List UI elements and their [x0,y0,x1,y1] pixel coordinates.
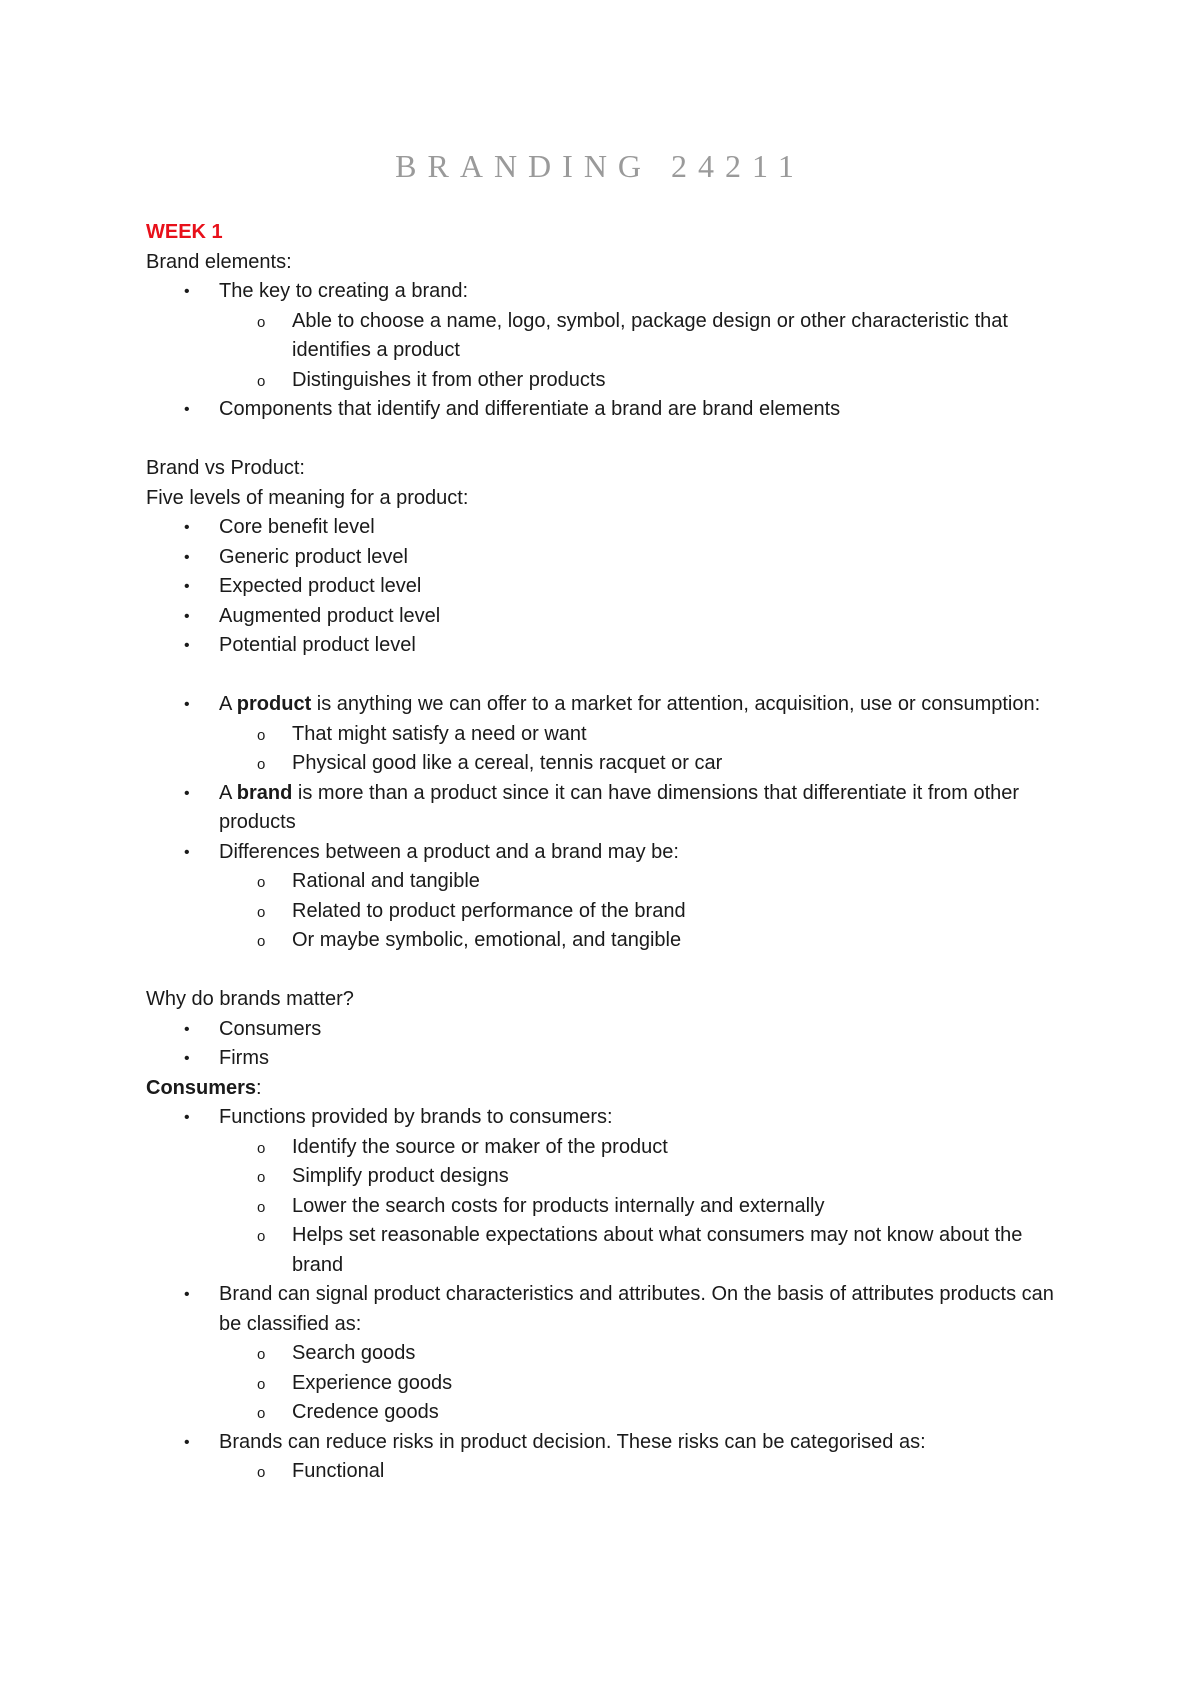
sub-bullet-icon: o [257,1228,266,1245]
sub-list-item-text: Credence goods [292,1401,439,1423]
sub-list-item-text: Distinguishes it from other products [292,368,606,391]
brand-vs-product-heading: Brand vs Product: [146,457,305,479]
list-item-text: Components that identify and differentiate a brand are brand elements [219,398,841,420]
why-brands-list [146,1015,1066,1074]
bullet-icon: • [184,1050,190,1067]
bullet-icon: • [184,696,190,713]
sub-list [219,720,1066,779]
list-item-text: Firms [219,1047,269,1069]
list-item-text: Functions provided by brands to consumers: [219,1106,613,1128]
sub-list [219,1457,1066,1487]
text-fragment: A [219,693,237,715]
list-item-text: Augmented product level [219,604,441,627]
bullet-icon: • [184,401,190,418]
sub-bullet-icon: o [257,1464,266,1481]
bullet-icon: • [184,1286,190,1303]
sub-list-item-text: Physical good like a cereal, tennis racquet or car [292,752,723,774]
consumers-list [146,1103,1066,1487]
bullet-icon: • [184,843,190,861]
bullet-icon: • [184,283,190,300]
consumers-heading [146,1074,1066,1104]
sub-list-item-text: That might satisfy a need or want [292,722,587,745]
list-item-text [219,693,1040,715]
list-item [146,1280,1066,1428]
levels-heading: Five levels of meaning for a product: [146,486,469,509]
list-item-text: Brands can reduce risks in product decision. These risks can be categorised as: [219,1430,926,1453]
bullet-icon: • [184,637,190,654]
list-item-text: The key to creating a brand: [219,280,469,302]
sub-list-item [219,307,1066,366]
bullet-icon: • [184,607,190,625]
sub-bullet-icon: o [257,933,266,950]
brand-elements-heading: Brand elements: [146,250,292,273]
sub-list-item-text: Related to product performance of the brand [292,899,686,922]
text-fragment: is more than a product since it can have dimensions that differentiate it from other products [219,781,1020,833]
bullet-icon: • [184,1433,190,1451]
sub-list-item [219,926,1066,956]
list-item [146,277,1066,395]
sub-list-item [219,1398,1066,1428]
sub-list-item [219,1192,1066,1222]
bullet-icon: • [184,548,190,566]
sub-list-item [219,1369,1066,1399]
bullet-icon: • [184,519,190,536]
bullet-icon: • [184,784,190,802]
list-item [146,690,1066,779]
sub-list-item-text: Functional [292,1460,385,1482]
levels-list [146,513,1066,661]
list-item-text: Consumers [219,1017,322,1040]
sub-list-item-text: Lower the search costs for products internally and externally [292,1194,825,1217]
week-heading: WEEK 1 [146,221,223,243]
sub-list-item-text: Helps set reasonable expectations about what consumers may not know about the brand [292,1224,1023,1276]
text-fragment: : [256,1076,262,1099]
list-item-text: Generic product level [219,545,408,568]
sub-list-item [219,867,1066,897]
sub-list [219,1133,1066,1281]
bullet-icon: • [184,578,190,595]
list-item [146,1015,1066,1045]
sub-bullet-icon: o [257,1169,266,1186]
list-item [146,631,1066,661]
sub-list [219,1339,1066,1428]
list-item-text: Core benefit level [219,516,375,538]
sub-list-item-text: Experience goods [292,1371,453,1394]
sub-list-item [219,1133,1066,1163]
text-fragment: A [219,781,237,804]
sub-bullet-icon: o [257,1139,266,1157]
list-item [146,1103,1066,1280]
sub-list-item-text: Identify the source or maker of the product [292,1135,668,1158]
sub-list-item [219,897,1066,927]
text-fragment: is anything we can offer to a market for attention, acquisition, use or consumption: [311,693,1041,715]
list-item-text: Expected product level [219,575,422,597]
sub-list-item-text: Able to choose a name, logo, symbol, package design or other characteristic that identifies a product [292,309,1008,361]
list-item [146,1428,1066,1487]
list-item [146,395,1066,425]
brand-elements-list [146,277,1066,425]
list-item-text: Differences between a product and a brand may be: [219,840,679,863]
consumers-term: Consumers [146,1076,257,1099]
brand-term: brand [236,781,293,804]
list-item-text: Potential product level [219,634,416,656]
sub-list [219,307,1066,396]
sub-list-item [219,1221,1066,1280]
list-item [146,1044,1066,1074]
list-item-text [219,782,1019,834]
document-title: BRANDING 24211 [395,148,805,184]
sub-bullet-icon: o [257,1198,266,1216]
sub-list-item-text: Or maybe symbolic, emotional, and tangible [292,929,682,951]
list-item [146,602,1066,632]
list-item-text: Brand can signal product characteristics and attributes. On the basis of attributes products can be classified as: [219,1283,1054,1335]
bullet-icon: • [184,1020,190,1038]
sub-list-item-text: Simplify product designs [292,1165,509,1187]
sub-bullet-icon: o [257,1346,266,1363]
sub-list-item [219,366,1066,396]
sub-list-item [219,1162,1066,1192]
why-brands-heading: Why do brands matter? [146,988,354,1010]
sub-bullet-icon: o [257,874,266,891]
sub-list-item-text: Rational and tangible [292,870,480,892]
sub-bullet-icon: o [257,903,266,921]
document-body [146,218,1066,1487]
list-item [146,543,1066,573]
sub-bullet-icon: o [257,313,266,331]
sub-list-item [219,1339,1066,1369]
sub-bullet-icon: o [257,1375,266,1393]
list-item [146,572,1066,602]
list-item [146,513,1066,543]
sub-bullet-icon: o [257,726,266,744]
sub-list-item-text: Search goods [292,1342,416,1364]
sub-bullet-icon: o [257,372,266,390]
sub-bullet-icon: o [257,756,266,773]
sub-list-item [219,720,1066,750]
product-definition-list [146,690,1066,956]
list-item [146,779,1066,838]
bullet-icon: • [184,1109,190,1126]
sub-list-item [219,1457,1066,1487]
sub-list [219,867,1066,956]
list-item [146,838,1066,956]
sub-list-item [219,749,1066,779]
sub-bullet-icon: o [257,1405,266,1422]
product-term: product [236,693,312,715]
